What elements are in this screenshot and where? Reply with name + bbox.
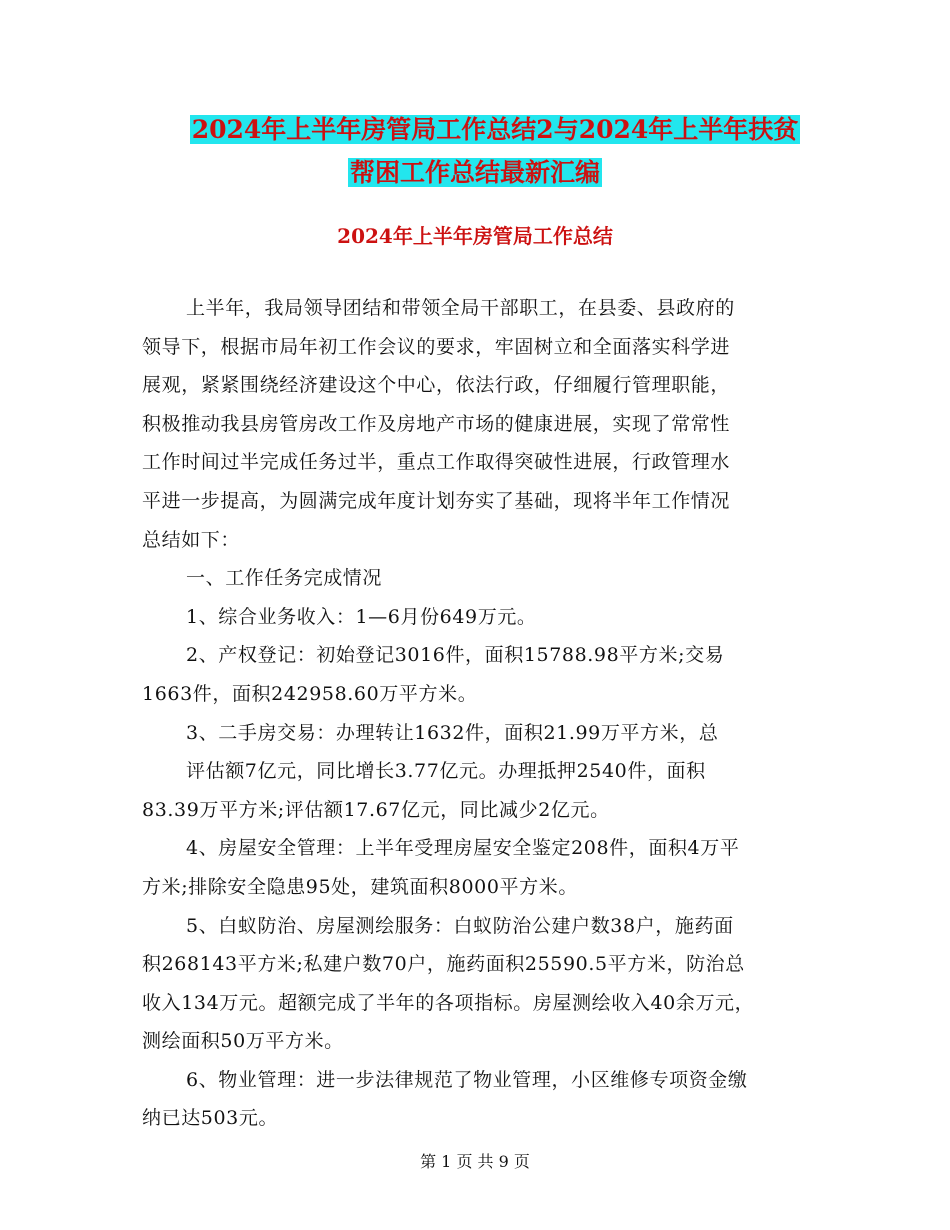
paragraph-line: 平进一步提高，为圆满完成年度计划夯实了基础，现将半年工作情况 bbox=[142, 489, 731, 512]
paragraph-line: 方米;排除安全隐患95处，建筑面积8000平方米。 bbox=[142, 875, 578, 898]
paragraph-line: 总结如下： bbox=[142, 528, 241, 551]
paragraph-line: 上半年，我局领导团结和带领全局干部职工，在县委、县政府的 bbox=[186, 297, 735, 319]
paragraph-line: 展观，紧紧围绕经济建设这个中心，依法行政，仔细履行管理职能， bbox=[142, 374, 731, 397]
section-title: 2024年上半年房管局工作总结 bbox=[337, 224, 613, 248]
document-title-text-1: 2024年上半年房管局工作总结2与2024年上半年扶贫 bbox=[191, 115, 799, 144]
paragraph-line: 工作时间过半完成任务过半，重点工作取得突破性进展，行政管理水 bbox=[142, 451, 731, 474]
paragraph-line: 6、物业管理：进一步法律规范了物业管理，小区维修专项资金缴 bbox=[186, 1068, 748, 1091]
paragraph-line: 5、白蚁防治、房屋测绘服务：白蚁防治公建户数38户，施药面 bbox=[186, 914, 734, 937]
paragraph-line: 收入134万元。超额完成了半年的各项指标。房屋测绘收入40余万元， bbox=[142, 991, 755, 1014]
paragraph-line: 4、房屋安全管理：上半年受理房屋安全鉴定208件，面积4万平 bbox=[186, 837, 740, 860]
document-title-line-1 bbox=[40, 110, 950, 150]
paragraph-line: 测绘面积50万平方米。 bbox=[142, 1030, 344, 1053]
paragraph-line: 83.39万平方米;评估额17.67亿元，同比减少2亿元。 bbox=[142, 798, 610, 821]
paragraph-line: 领导下，根据市局年初工作会议的要求，牢固树立和全面落实科学进 bbox=[142, 335, 731, 358]
paragraph-line: 2、产权登记：初始登记3016件，面积15788.98平方米;交易 bbox=[186, 644, 725, 667]
paragraph-line: 3、二手房交易：办理转让1632件，面积21.99万平方米，总 bbox=[186, 721, 719, 744]
paragraph-line: 1、综合业务收入：1—6月份649万元。 bbox=[186, 605, 537, 628]
paragraph-line: 1663件，面积242958.60万平方米。 bbox=[142, 682, 478, 705]
paragraph-line: 积268143平方米;私建户数70户，施药面积25590.5平方米，防治总 bbox=[142, 953, 745, 976]
body-text bbox=[142, 289, 822, 1138]
paragraph-line: 一、工作任务完成情况 bbox=[186, 567, 383, 590]
paragraph-line: 纳已达503元。 bbox=[142, 1107, 279, 1130]
document-title-line-2 bbox=[0, 153, 950, 193]
document-title-text-2: 帮困工作总结最新汇编 bbox=[349, 158, 600, 187]
paragraph-line: 积极推动我县房管房改工作及房地产市场的健康进展，实现了常常性 bbox=[142, 412, 731, 435]
page-footer: 第 1 页 共 9 页 bbox=[420, 1152, 530, 1171]
paragraph-line: 评估额7亿元，同比增长3.77亿元。办理抵押2540件，面积 bbox=[186, 760, 706, 783]
